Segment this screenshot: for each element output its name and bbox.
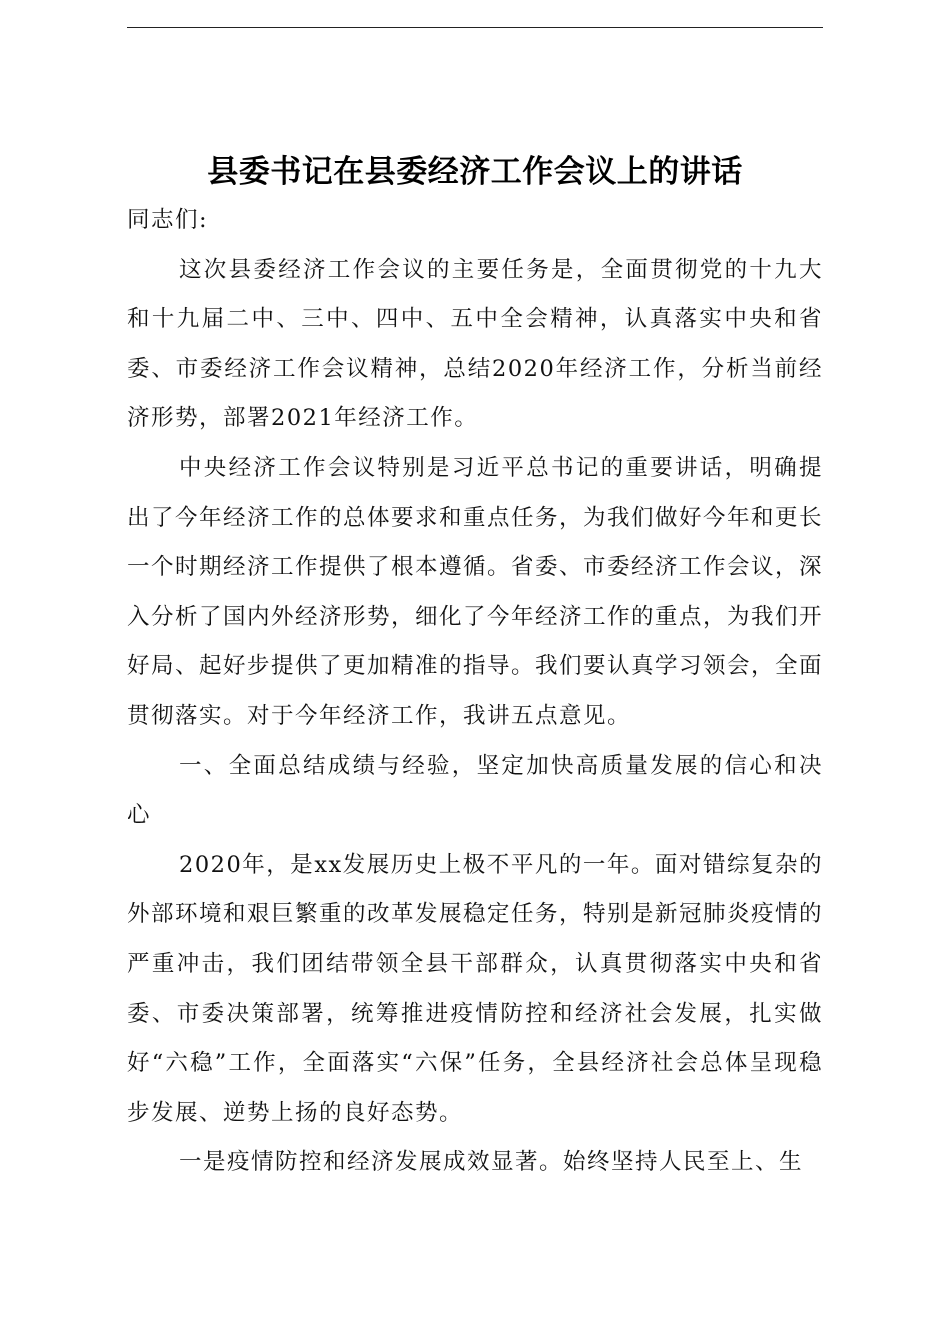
section-heading-1: 一、全面总结成绩与经验，坚定加快高质量发展的信心和决心 [127,752,823,829]
document-title: 县委书记在县委经济工作会议上的讲话 [207,154,743,190]
paragraph-central-meeting: 中央经济工作会议特别是习近平总书记的重要讲话，明确提出了今年经济工作的总体要求和重点任务，为我们做好今年和更长一个时期经济工作提供了根本遵循。省委、市委经济工作会议，深入分析了国内外经济形势，细化了今年经济工作的重点，为我们开好局、起好步提供了更加精准的指导。我们要认真学习领会，全面贯彻落实。对于今年经济工作，我讲五点意见。 [127,454,824,729]
paragraph-point-1: 一是疫情防控和经济发展成效显著。始终坚持人民至上、生 [179,1149,804,1176]
salutation: 同志们: [127,207,209,233]
paragraph-2020-review: 2020年，是xx发展历史上极不平凡的一年。面对错综复杂的外部环境和艰巨繁重的改革发展稳定任务，特别是新冠肺炎疫情的严重冲击，我们团结带领全县干部群众，认真贯彻落实中央和省委、市委决策部署，统筹推进疫情防控和经济社会发展，扎实做好“六稳”工作，全面落实“六保”任务，全县经济社会总体呈现稳步发展、逆势上扬的良好态势。 [127,851,824,1126]
header-rule [127,27,823,28]
document-body [127,196,823,1188]
paragraph-intro: 这次县委经济工作会议的主要任务是，全面贯彻党的十九大和十九届二中、三中、四中、五中全会精神，认真落实中央和省委、市委经济工作会议精神，总结2020年经济工作，分析当前经济形势，部署2021年经济工作。 [127,256,823,432]
